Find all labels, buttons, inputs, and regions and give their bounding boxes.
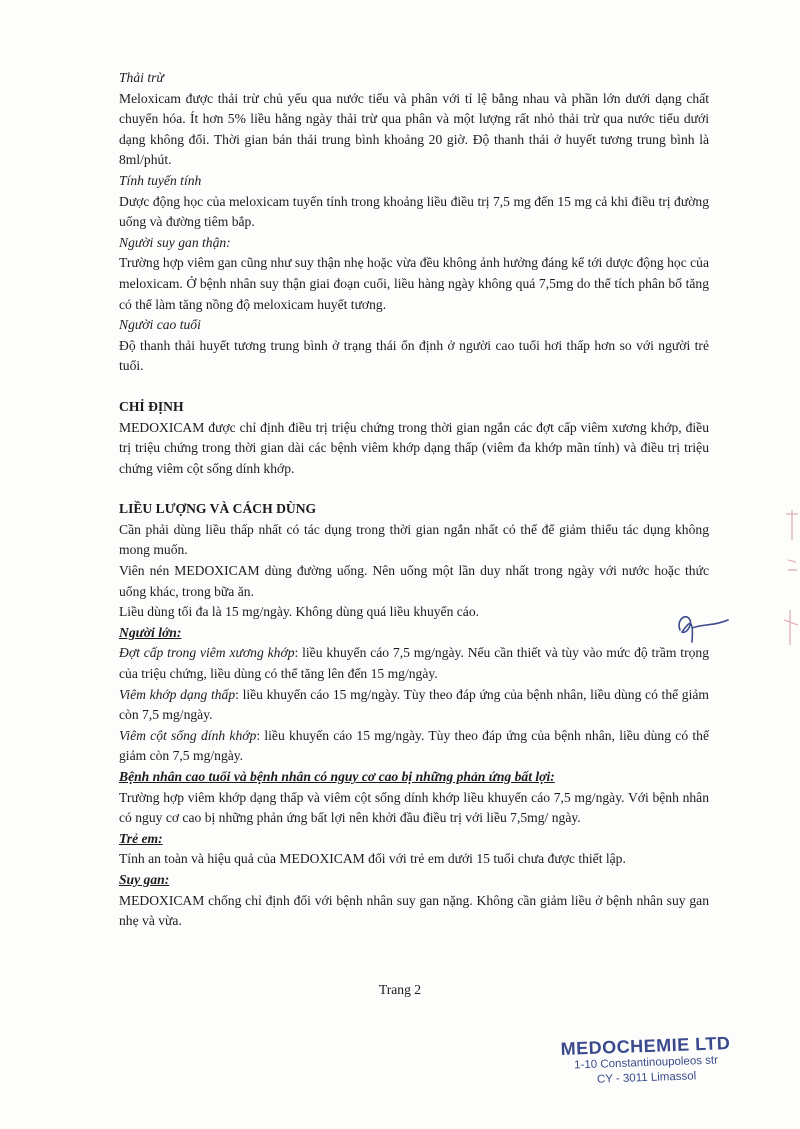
dosage-paragraph — [119, 643, 709, 684]
stamp-address-line2: CY - 3011 Limassol — [596, 1070, 697, 1086]
body-paragraph: Viên nén MEDOXICAM dùng đường uống. Nên uống một lần duy nhất trong ngày với nước hoặc thức uống khác, trong bữa ăn. — [119, 563, 709, 599]
dosage-text: : liều khuyến cáo 7,5 mg/ngày. Nếu cần thiết và tùy vào mức độ trầm trọng của triệu chứng, liều dùng có thể tăng lên đến 15 mg/ngày. — [119, 645, 709, 682]
stamp-address-line1: 1-10 Constantinoupoleos str — [573, 1054, 719, 1072]
dosage-lead: Viêm cột sống dính khớp — [119, 727, 257, 743]
section-heading: LIỀU LƯỢNG VÀ CÁCH DÙNG — [119, 501, 317, 517]
dosage-lead: Viêm khớp dạng thấp — [119, 686, 236, 702]
subsection-title: Người cao tuổi — [119, 317, 201, 333]
subsection-title: Thải trừ — [119, 70, 164, 85]
underlined-subheading: Trẻ em: — [119, 830, 163, 846]
dosage-text: : liều khuyến cáo 15 mg/ngày. Tùy theo đáp ứng của bệnh nhân, liều dùng có thể giảm còn 7,5 mg/ngày. — [119, 727, 709, 764]
body-paragraph: MEDOXICAM chống chỉ định đối với bệnh nhân suy gan nặng. Không cần giảm liều ở bệnh nhân suy gan nhẹ và vừa. — [119, 892, 709, 929]
stamp-company: MEDOCHEMIE LTD — [560, 1033, 731, 1059]
underlined-subheading: Người lớn: — [119, 624, 182, 640]
page-number: Trang 2 — [378, 982, 422, 997]
company-stamp — [555, 1033, 737, 1089]
document-body — [119, 68, 709, 932]
dosage-paragraph — [119, 726, 709, 767]
underlined-subheading: Suy gan: — [119, 871, 170, 887]
body-paragraph: Trường hợp viêm khớp dạng thấp và viêm cột sống dính khớp liều khuyến cáo 7,5 mg/ngày. Với bệnh nhân có nguy cơ cao bị những phản ứng bất lợi nên khởi đầu điều trị với liều 7,5mg/ ngày. — [119, 789, 709, 826]
subsection-title: Người suy gan thận: — [119, 234, 231, 250]
body-paragraph: Meloxicam được thải trừ chủ yếu qua nước tiểu và phân với tỉ lệ bằng nhau và phần lớn dưới dạng chất chuyển hóa. Ít hơn 5% liều hằng ngày thải trừ qua phân và một lượng rất nhỏ thải trừ qua nước tiểu dưới dạng không đổi. Thời gian bán thải trung bình khoảng 20 giờ. Độ thanh thải ở huyết tương trung bình là 8ml/phút. — [119, 90, 709, 168]
subsection-title: Tính tuyến tính — [119, 172, 202, 188]
body-paragraph: Trường hợp viêm gan cũng như suy thận nhẹ hoặc vừa đều không ảnh hưởng đáng kể tới dược động học của meloxicam. Ở bệnh nhân suy thận giai đoạn cuối, liều hàng ngày không quá 7,5mg do thể tích phân bố tăng có thể làm tăng nồng độ meloxicam huyết tương. — [119, 255, 709, 312]
body-paragraph: Liều dùng tối đa là 15 mg/ngày. Không dùng quá liều khuyến cáo. — [119, 604, 480, 620]
body-paragraph: Tính an toàn và hiệu quả của MEDOXICAM đối với trẻ em dưới 15 tuổi chưa được thiết lập. — [119, 851, 626, 867]
section-heading: CHỈ ĐỊNH — [119, 398, 184, 414]
edge-stamp-mark — [770, 500, 800, 650]
dosage-lead: Đợt cấp trong viêm xương khớp — [119, 645, 295, 661]
body-paragraph: Cần phải dùng liều thấp nhất có tác dụng trong thời gian ngắn nhất có thể để giảm thiểu tác dụng không mong muốn. — [119, 521, 709, 558]
body-paragraph: MEDOXICAM được chỉ định điều trị triệu chứng trong thời gian ngắn các đợt cấp viêm xương khớp, điều trị triệu chứng trong thời gian dài các bệnh viêm khớp dạng thấp (viêm đa khớp mãn tính) và điều trị triệu chứng viêm cột sống dính khớp. — [119, 419, 709, 476]
underlined-subheading: Bệnh nhân cao tuổi và bệnh nhân có nguy cơ cao bị những phản ứng bất lợi: — [119, 769, 555, 784]
dosage-text: : liều khuyến cáo 15 mg/ngày. Tùy theo đáp ứng của bệnh nhân, liều dùng có thể giảm còn 7,5 mg/ngày. — [119, 686, 709, 723]
body-paragraph: Dược động học của meloxicam tuyến tính trong khoảng liều điều trị 7,5 mg đến 15 mg cả khi điều trị đường uống và đường tiêm bắp. — [119, 193, 709, 230]
signature-mark — [672, 606, 732, 646]
dosage-paragraph — [119, 685, 709, 726]
body-paragraph: Độ thanh thải huyết tương trung bình ở trạng thái ổn định ở người cao tuổi hơi thấp hơn so với người trẻ tuổi. — [119, 337, 709, 374]
